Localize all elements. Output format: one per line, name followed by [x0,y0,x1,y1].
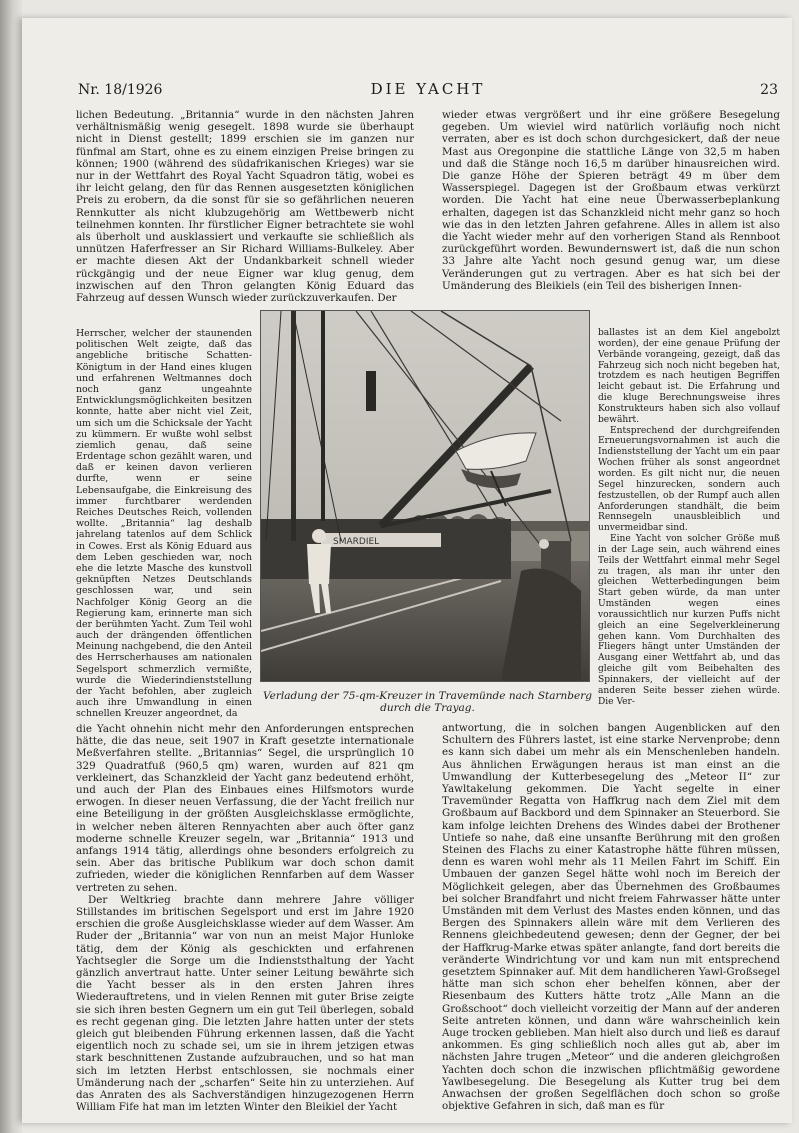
photo-caption-bottom: Verladung der 75-qm-Kreuzer in Travemünde nach Starnberg durch die Trayag. [263,690,592,714]
right-column-bottom [442,722,780,1114]
left-column-bottom [76,723,414,1113]
page-header [78,82,778,102]
magazine-title: DIE YACHT [370,80,486,98]
page-number: 23 [760,82,778,98]
paragraph: Entsprechend der durchgreifenden Erneuerungsvornahmen ist auch die Indienststellung der Yacht um ein paar Wochen früher als sonst angeordnet worden. Es gilt nicht nur, die neuen Segel hinzurecken, sondern auch festzustellen, ob der Rumpf auch allen Anforderungen standhält, die beim Rennsegeln unausbleiblich und unvermeidbar sind. [598,425,780,534]
left-column-top [76,109,414,309]
right-column-wrap [598,328,780,720]
photo-crane-loading-yacht [260,310,590,682]
book-gutter [0,0,22,1133]
paragraph: Eine Yacht von solcher Größe muß in der Lage sein, auch während eines Teils der Wettfahrt einmal mehr Segel zu tragen, als man ihr unter den gleichen Wetterbedingungen beim Start geben würde, da man unter Umständen wegen eines voraussichtlich nur kurzen Puffs nicht gleich an eine Segelverkleinerung gehen kann. Vom Durchhalten des Fliegers hängt unter Umständen der Ausgang einer Wettfahrt ab, und das gleiche gilt vom Beibehalten des Spinnakers, der vielleicht auf der anderen Seite besser ziehen würde. Die Ver- [598,534,780,707]
paragraph: wieder etwas vergrößert und ihr eine größere Besegelung gegeben. Um wieviel wird natürlich vorläufig noch nicht verraten, aber es ist doch schon durchgesickert, daß der neue Mast aus Oregonpine die stattliche Länge von 32,5 m haben und daß die Stänge noch 16,5 m darüber hinausreichen wird. Die ganze Höhe der Spieren beträgt 49 m über dem Wasserspiegel. Dagegen ist der Großbaum etwas verkürzt worden. Die Yacht hat eine neue Überwasserbeplankung erhalten, dagegen ist das Schanzkleid nicht mehr ganz so hoch wie das in den letzten Jahren gefahrene. Alles in allem ist also die Yacht wieder mehr auf den vorherigen Stand als Rennboot zurückgeführt worden. Bewundernswert ist, daß die nun schon 33 Jahre alte Yacht noch gesund genug war, um diese Veränderungen gut zu vertragen. Aber es hat sich bei der Umänderung des Bleikiels (ein Teil des bisherigen Innen- [442,109,780,292]
issue-number: Nr. 18/1926 [78,82,163,98]
paragraph: die Yacht ohnehin nicht mehr den Anforderungen entsprechen hätte, die das neue, seit 1907 in Kraft gesetzte internationale Meßverfahren stellte. „Britannias“ Segel, die ursprünglich 10 329 Quadratfuß (960,5 qm) waren, wurden auf 821 qm verkleinert, das Schanzkleid der Yacht ganz bedeutend erhöht, und auch der Plan des Einbaues eines Hilfsmotors wurde erwogen. In dieser neuen Verfassung, die der Yacht freilich nur eine Beteiligung in der größten Ausgleichsklasse ermöglichte, in welcher neben älteren Rennyachten aber auch öfter ganz moderne schnelle Kreuzer segeln, war „Britannia“ 1913 und anfangs 1914 tätig, allerdings ohne besonders erfolgreich zu sein. Aber das britische Publikum war doch schon damit zufrieden, wieder die königlichen Rennfarben auf dem Wasser vertreten zu sehen. [76,723,414,894]
left-column-wrap [76,328,252,723]
paragraph: Herrscher, welcher der staunenden politischen Welt zeigte, daß das angebliche britische Schatten-Königtum in der Hand eines klugen und erfahrenen Weltmannes doch noch ganz ungeahnte Entwicklungsmöglichkeiten besitzen konnte, hatte aber nicht viel Zeit, um sich um die Schicksale der Yacht zu kümmern. Er wußte wohl selbst ziemlich genau, daß seine Erdentage schon gezählt waren, und daß er keinen davon verlieren durfte, wenn er seine Lebensaufgabe, die Einkreisung des immer furchtbarer werdenden Reiches Deutsches Reich, vollenden wollte. „Britannia“ lag deshalb jahrelang tatenlos auf dem Schlick in Cowes. Erst als König Eduard aus dem Leben geschieden war, noch ehe die letzte Masche des kunstvoll geknüpften Netzes Deutschlands geschlossen war, und sein Nachfolger König Georg an die Regierung kam, erinnerte man sich der berühmten Yacht. Zum Teil wohl auch der drängenden öffentlichen Meinung nachgebend, die den Anteil des Herrscherhauses am nationalen Segelsport schmerzlich vermißte, wurde die Wiederindienststellung der Yacht befohlen, aber zugleich auch ihre Umwandlung in einen schnellen Kreuzer angeordnet, da [76,328,252,720]
paragraph: lichen Bedeutung. „Britannia“ wurde in den nächsten Jahren verhältnismäßig wenig gesegelt. 1898 wurde sie überhaupt nicht in Dienst gestellt; 1899 erschien sie im ganzen nur fünfmal am Start, ohne es zu einem einzigen Preise bringen zu können; 1900 (während des südafrikanischen Krieges) war sie nur in der Wettfahrt des Royal Yacht Squadron tätig, wobei es ihr leicht gelang, den für das Rennen ausgesetzten königlichen Preis zu erobern, da die sonst für sie so gefährlichen neueren Rennkutter als nicht klubzugehörig am Wettbewerb nicht teilnehmen konnten. Ihr fürstlicher Eigner betrachtete sie wohl als überholt und ausklassiert und verkaufte sie schließlich als unnützen Haferfresser an Sir Richard Williams-Bulkeley. Aber er machte diesen Akt der Undankbarkeit schnell wieder rückgängig und der neue Eigner war klug genug, dem inzwischen auf den Thron gelangten König Eduard das Fahrzeug auf dessen Wunsch wieder zurückzuverkaufen. Der [76,109,414,305]
paragraph: Der Weltkrieg brachte dann mehrere Jahre völliger Stillstandes im britischen Segelsport und erst im Jahre 1920 erschien die große Ausgleichsklasse wieder auf dem Wasser. Am Ruder der „Britannia“ war von nun an meist Major Hunloke tätig, dem der König als geschickten und erfahrenen Yachtsegler die Sorge um die Indienststhaltung der Yacht gänzlich anvertraut hatte. Unter seiner Leitung bewährte sich die Yacht besser als in den ersten Jahren ihres Wiederauftretens, und in vielen Rennen mit guter Brise zeigte sie sich ihren besten Gegnern um ein gut Teil überlegen, sobald es recht gegenan ging. Die letzten Jahre hatten unter der stets gleich gut bleibenden Führung erkennen lassen, daß die Yacht eigentlich noch zu schade sei, um sie in ihrem jetzigen etwas stark beschnittenen Zustande aufzubrauchen, und so hat man sich im letzten Herbst entschlossen, sie nochmals einer Umänderung nach der „scharfen“ Seite hin zu unterziehen. Auf das Anraten des als Sachverständigen hinzugezogenen Herrn William Fife hat man im letzten Winter den Bleikiel der Yacht [76,893,414,1113]
paragraph: ballastes ist an dem Kiel angebolzt worden), der eine genaue Prüfung der Verbände vorangeing, gezeigt, daß das Fahrzeug sich noch nicht begeben hat, trotzdem es nach heutigen Begriffen leicht gebaut ist. Die Erfahrung und die kluge Berechnungsweise ihres Konstrukteurs haben sich also vollauf bewährt. [598,328,780,425]
right-column-top [442,109,780,313]
hull-lettering: SMARDIEL [333,537,380,547]
paragraph: antwortung, die in solchen bangen Augenblicken auf den Schultern des Führers lastet, ist eine starke Nervenprobe; denn es kann sich dabei um mehr als ein Menschenleben handeln. Aus ähnlichen Erwägungen heraus ist man einst an die Umwandlung der Kutterbesegelung des „Meteor II“ zur Yawltakelung gekommen. Die Yacht segelte in einer Travemünder Regatta von Haffkrug nach dem Ziel mit dem Großbaum auf Backbord und dem Spinnaker an Steuerbord. Sie kam infolge leichten Drehens des Windes dabei der Brothener Untiefe so nahe, daß eine unsanfte Berührung mit den großen Steinen des Flachs zu einer Katastrophe hätte führen müssen, denn es waren wohl mehr als 11 Meilen Fahrt im Schiff. Ein Umbauen der ganzen Segel hätte wohl noch im Bereich der Möglichkeit gelegen, aber das Übernehmen des Großbaumes bei solcher Brandfahrt und nicht freiem Fahrwasser hätte unter Umständen mit dem Verlust des Mastes enden können, und das Bergen des Spinnakers allein wäre mit dem Verlieren des Rennens gleichbedeutend gewesen; denn der Gegner, der bei der Haffkrug-Marke etwas später anlangte, fand dort bereits die veränderte Windrichtung vor und kam nun mit entsprechend gesetztem Spinnaker auf. Mit dem handlicheren Yawl-Großsegel hätte man sich schon eher behelfen können, aber der Riesenbaum des Kutters hätte trotz „Alle Mann an die Großschoot“ doch vielleicht vorzeitig der Mann auf der anderen Seite antreten können, und dann wäre wahrscheinlich kein Auge trocken geblieben. Man hielt also durch und ließ es darauf ankommen. Es ging schließlich noch alles gut ab, aber im nächsten Jahre trugen „Meteor“ und die anderen gleichgroßen Yachten doch schon die inzwischen pflichtmäßig gewordene Yawlbesegelung. Die Besegelung als Kutter trug bei dem Anwachsen der großen Segelflächen doch schon so große objektive Gefahren in sich, daß man es für [442,722,780,1113]
photo-illustration [261,311,589,681]
